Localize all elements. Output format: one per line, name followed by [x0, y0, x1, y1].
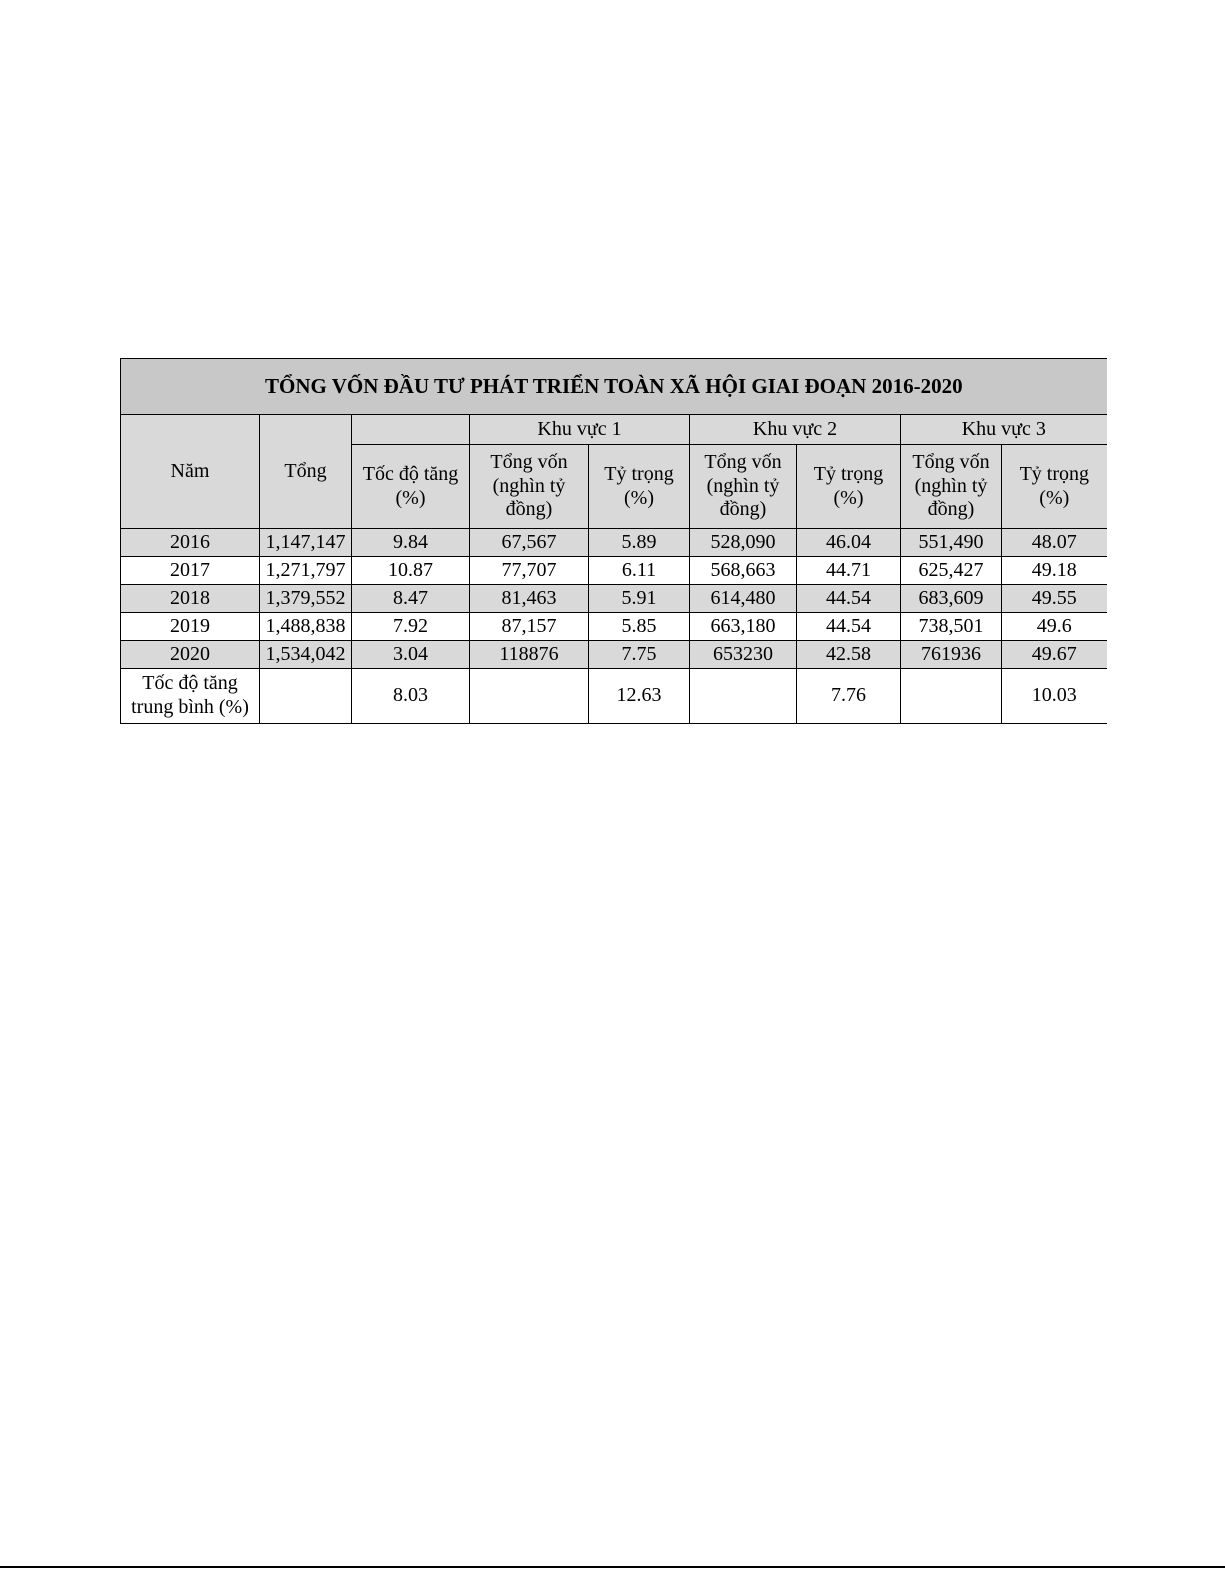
average-r2-share: 7.76: [797, 669, 901, 724]
header-r3-share: Tỷ trọng (%): [1002, 445, 1107, 529]
cell-r1-capital: 77,707: [470, 557, 589, 585]
cell-total: 1,271,797: [260, 557, 352, 585]
cell-r3-share: 49.18: [1002, 557, 1107, 585]
table-row: [121, 529, 1107, 557]
header-region-1: Khu vực 1: [470, 415, 690, 445]
header-r2-capital: Tổng vốn (nghìn tỷ đồng): [690, 445, 797, 529]
cell-growth: 3.04: [352, 641, 470, 669]
average-r3-capital-empty: [901, 669, 1002, 724]
cell-r1-share: 5.91: [589, 585, 690, 613]
cell-growth: 9.84: [352, 529, 470, 557]
cell-r2-share: 44.71: [797, 557, 901, 585]
cell-r3-capital: 683,609: [901, 585, 1002, 613]
average-r1-capital-empty: [470, 669, 589, 724]
cell-r2-share: 42.58: [797, 641, 901, 669]
average-r1-share: 12.63: [589, 669, 690, 724]
header-r3-capital: Tổng vốn (nghìn tỷ đồng): [901, 445, 1002, 529]
cell-year: 2017: [121, 557, 260, 585]
investment-table: [120, 358, 1107, 724]
average-label: Tốc độ tăng trung bình (%): [121, 669, 260, 724]
header-r1-capital: Tổng vốn (nghìn tỷ đồng): [470, 445, 589, 529]
average-growth: 8.03: [352, 669, 470, 724]
header-year: Năm: [121, 415, 260, 529]
cell-r3-share: 49.67: [1002, 641, 1107, 669]
cell-r2-share: 44.54: [797, 613, 901, 641]
table-row: [121, 641, 1107, 669]
cell-growth: 7.92: [352, 613, 470, 641]
cell-r2-capital: 568,663: [690, 557, 797, 585]
header-r1-share: Tỷ trọng (%): [589, 445, 690, 529]
average-r3-share: 10.03: [1002, 669, 1107, 724]
cell-r3-capital: 761936: [901, 641, 1002, 669]
cell-r1-share: 7.75: [589, 641, 690, 669]
cell-r3-share: 49.55: [1002, 585, 1107, 613]
header-region-2: Khu vực 2: [690, 415, 901, 445]
table-row: [121, 613, 1107, 641]
cell-total: 1,488,838: [260, 613, 352, 641]
average-row: [121, 669, 1107, 724]
cell-r2-share: 46.04: [797, 529, 901, 557]
cell-r1-capital: 67,567: [470, 529, 589, 557]
average-r2-capital-empty: [690, 669, 797, 724]
header-r2-share: Tỷ trọng (%): [797, 445, 901, 529]
cell-r2-share: 44.54: [797, 585, 901, 613]
cell-year: 2018: [121, 585, 260, 613]
cell-r3-capital: 625,427: [901, 557, 1002, 585]
cell-year: 2020: [121, 641, 260, 669]
cell-r1-capital: 81,463: [470, 585, 589, 613]
cell-growth: 8.47: [352, 585, 470, 613]
table-row: [121, 585, 1107, 613]
cell-r1-capital: 87,157: [470, 613, 589, 641]
cell-year: 2016: [121, 529, 260, 557]
header-growth-top: [352, 415, 470, 445]
cell-r2-capital: 614,480: [690, 585, 797, 613]
average-total-empty: [260, 669, 352, 724]
cell-r2-capital: 663,180: [690, 613, 797, 641]
cell-r3-capital: 738,501: [901, 613, 1002, 641]
cell-r1-share: 6.11: [589, 557, 690, 585]
header-total: Tổng: [260, 415, 352, 529]
cell-r3-share: 48.07: [1002, 529, 1107, 557]
header-region-3: Khu vực 3: [901, 415, 1107, 445]
cell-r1-share: 5.85: [589, 613, 690, 641]
cell-r3-capital: 551,490: [901, 529, 1002, 557]
page-bottom-rule: [0, 1566, 1225, 1568]
cell-r1-capital: 118876: [470, 641, 589, 669]
cell-total: 1,534,042: [260, 641, 352, 669]
cell-total: 1,147,147: [260, 529, 352, 557]
cell-r1-share: 5.89: [589, 529, 690, 557]
table-title: TỔNG VỐN ĐẦU TƯ PHÁT TRIỂN TOÀN XÃ HỘI GIAI ĐOẠN 2016-2020: [121, 359, 1107, 415]
header-growth: Tốc độ tăng (%): [352, 445, 470, 529]
table-row: [121, 557, 1107, 585]
cell-r3-share: 49.6: [1002, 613, 1107, 641]
cell-total: 1,379,552: [260, 585, 352, 613]
cell-growth: 10.87: [352, 557, 470, 585]
cell-r2-capital: 528,090: [690, 529, 797, 557]
cell-r2-capital: 653230: [690, 641, 797, 669]
cell-year: 2019: [121, 613, 260, 641]
